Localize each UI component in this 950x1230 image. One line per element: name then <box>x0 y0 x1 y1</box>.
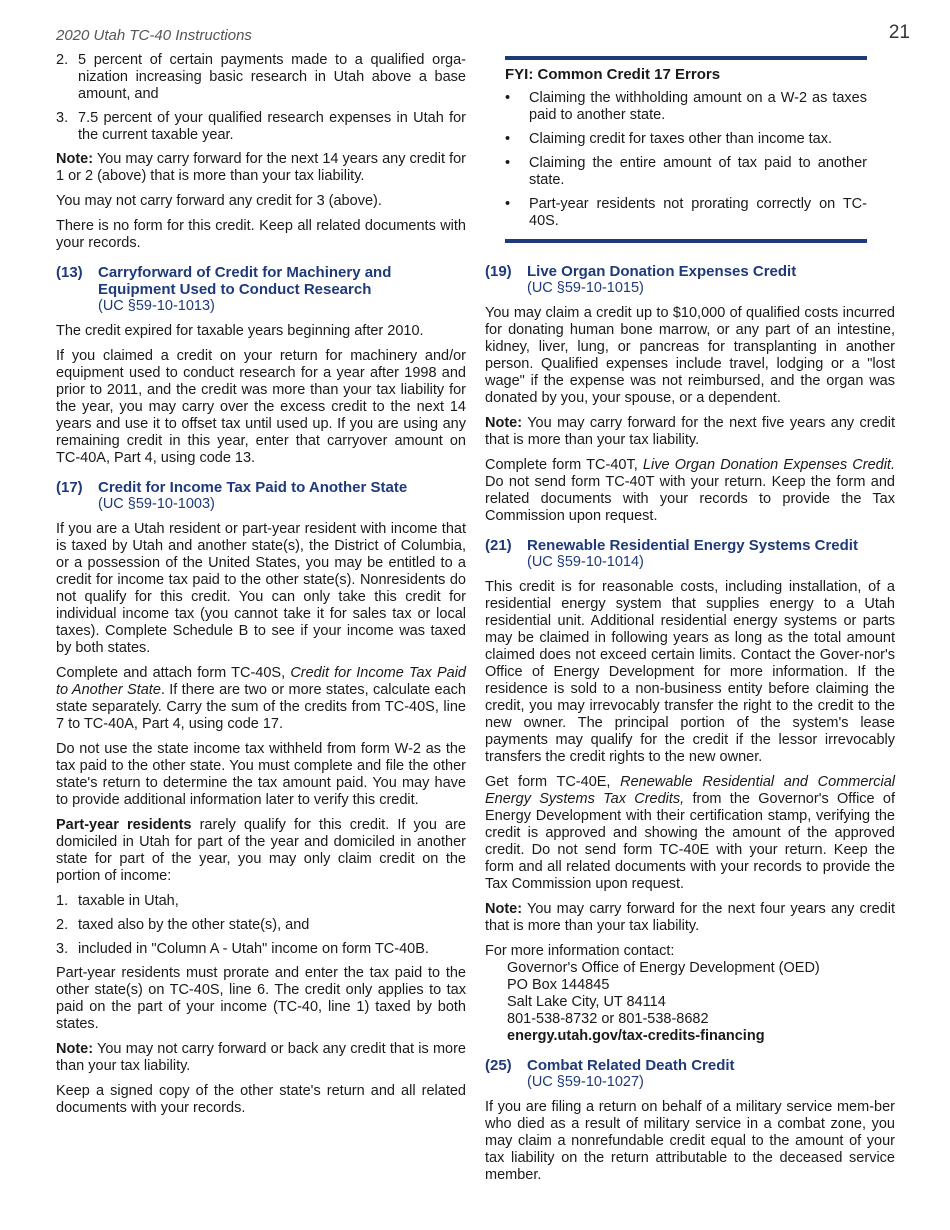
statute-citation: (UC §59-10-1003) <box>98 496 215 512</box>
list-item: 1. taxable in Utah, <box>56 893 179 909</box>
list-item: • Claiming the entire amount of tax paid to another state. <box>505 155 867 188</box>
section-heading-25: (25) Combat Related Death Credit (UC §59-10-1027) <box>485 1057 895 1091</box>
contact-website-link[interactable]: energy.utah.gov/tax-credits-financing <box>507 1028 765 1044</box>
paragraph: If you claimed a credit on your return for machinery and/or equipment used to conduct research for a year after 1998 and prior to 2011, and the credit was more than your tax liability for the year, you may carry over the excess credit to the next 14 years and use it to offset tax until used up. If you are using any remaining credit in this year, enter that carryover amount on TC-40A, Part 4, using code 13. <box>56 348 466 466</box>
statute-citation: (UC §59-10-1015) <box>527 280 644 296</box>
list-item: • Claiming the withholding amount on a W-2 as taxes paid to another state. <box>505 90 867 123</box>
contact-line: Governor's Office of Energy Development (OED) <box>507 960 820 976</box>
section-heading-17: (17) Credit for Income Tax Paid to Another State (UC §59-10-1003) <box>56 479 466 513</box>
income-portion-list <box>56 893 466 958</box>
note-paragraph: Note: You may not carry forward or back any credit that is more than your tax liability. <box>56 1041 466 1074</box>
list-item: • Claiming credit for taxes other than income tax. <box>505 131 833 147</box>
paragraph: The credit expired for taxable years beginning after 2010. <box>56 323 424 339</box>
note-paragraph: Note: You may carry forward for the next 14 years any credit for 1 or 2 (above) that is more than your tax liability. <box>56 151 466 184</box>
list-item: 2. taxed also by the other state(s), and <box>56 917 310 933</box>
statute-citation: (UC §59-10-1013) <box>98 298 215 314</box>
contact-line: 801-538-8732 or 801-538-8682 <box>507 1011 709 1027</box>
section-heading-13: (13) Carryforward of Credit for Machinery and Equipment Used to Conduct Research (UC §59-10-1013) <box>56 264 466 315</box>
bullet: • <box>505 196 511 212</box>
paragraph: You may claim a credit up to $10,000 of qualified costs incurred for donating human bone marrow, or any part of an intestine, kidney, liver, lung, or pancreas for transplanting in another person. Qualified expenses include travel, lodging or a "lost wage" if the expense was not reimbursed, and the organ was donated by you, your spouse, or a dependent. <box>485 305 895 406</box>
left-column <box>56 52 466 1125</box>
paragraph: Do not use the state income tax withheld from form W-2 as the tax paid to the other state. You must complete and file the other state's return to determine the tax amount paid. You may have to provide additional information later to verify this credit. <box>56 741 466 808</box>
page-number: 21 <box>888 22 910 43</box>
contact-intro: For more information contact: <box>485 943 675 959</box>
paragraph: Complete form TC-40T, Live Organ Donation Expenses Credit. Do not send form TC-40T with your return. Keep the form and related documents with your records to provide the Tax Commission upon request. <box>485 457 895 524</box>
paragraph: If you are filing a return on behalf of a military service mem-ber who died as a result of military service in a combat zone, you may claim a nonrefundable credit equal to the amount of your tax liability on the return attributable to the deceased service member. <box>485 1099 895 1183</box>
list-item: 3. 7.5 percent of your qualified research expenses in Utah for the current taxable year. <box>56 110 466 143</box>
paragraph: Get form TC-40E, Renewable Residential and Commercial Energy Systems Tax Credits, from the Governor's Office of Energy Development with their certification stamp, verifying the credit is approved and showing the amount of the approved credit. Do not send form TC-40E with your return. Keep the form and all related documents with your records to provide the Tax Commission upon request. <box>485 774 895 892</box>
list-item: 2. 5 percent of certain payments made to a qualified orga-nization increasing basic research in Utah above a base amount, and <box>56 52 466 102</box>
statute-citation: (UC §59-10-1014) <box>527 554 644 570</box>
section-heading-21: (21) Renewable Residential Energy Systems Credit (UC §59-10-1014) <box>485 537 895 571</box>
contact-line: Salt Lake City, UT 84114 <box>507 994 666 1010</box>
paragraph: If you are a Utah resident or part-year resident with income that is taxed by Utah and another state(s), the District of Columbia, or a possession of the United States, you may be entitled to a credit for income tax paid to the other state(s). Nonresidents do not qualify for this credit. You can only take this credit for individual income tax (you cannot take it for sales tax or local taxes). Complete Schedule B to see if your income was taxed by both states. <box>56 521 466 656</box>
note-paragraph: Note: You may carry forward for the next five years any credit that is more than your tax liability. <box>485 415 895 448</box>
section-heading-19: (19) Live Organ Donation Expenses Credit (UC §59-10-1015) <box>485 263 895 297</box>
paragraph: Part-year residents must prorate and enter the tax paid to the other state(s) on TC-40S, line 6. The credit only applies to tax paid on the part of your income (TC-40, line 1) taxed by both states. <box>56 965 466 1032</box>
list-item: 3. included in "Column A - Utah" income on form TC-40B. <box>56 941 429 957</box>
paragraph: There is no form for this credit. Keep all related documents with your records. <box>56 218 466 251</box>
page-header-title: 2020 Utah TC-40 Instructions <box>56 27 252 44</box>
paragraph: Part-year residents rarely qualify for this credit. If you are domiciled in Utah for part of the year and domiciled in another state for part of the year, you may only claim credit on the portion of income: <box>56 817 466 884</box>
fyi-box <box>505 56 867 243</box>
fyi-title: FYI: Common Credit 17 Errors <box>505 66 721 83</box>
paragraph: You may not carry forward any credit for 3 (above). <box>56 193 382 209</box>
statute-citation: (UC §59-10-1027) <box>527 1074 644 1090</box>
right-column <box>485 52 895 1192</box>
contact-line: PO Box 144845 <box>507 977 610 993</box>
bullet: • <box>505 155 511 171</box>
bullet: • <box>505 131 511 147</box>
note-paragraph: Note: You may carry forward for the next four years any credit that is more than your tax liability. <box>485 901 895 934</box>
paragraph: This credit is for reasonable costs, including installation, of a residential energy system that supplies energy to a Utah residential unit. Additional residential energy systems or parts may be claimed in following years as long as the total amount claimed does not exceed certain limits. Contact the Gover-nor's Office of Energy Development for more information. If the residence is sold to a non-business entity before claiming the credit, you may irrevocably transfer the right to the credit to the new owner. The principal portion of the system's lease payments may qualify for the credit if the lessor irrevocably transfers the credit rights to the new owner. <box>485 579 895 765</box>
list-item: • Part-year residents not prorating correctly on TC-40S. <box>505 196 867 229</box>
contact-block <box>485 943 895 1045</box>
research-credit-list <box>56 52 466 144</box>
bullet: • <box>505 90 511 106</box>
paragraph: Complete and attach form TC-40S, Credit for Income Tax Paid to Another State. If there are two or more states, calculate each state separately. Carry the sum of the credits from TC-40S, line 7 to TC-40A, Part 4, using code 17. <box>56 665 466 732</box>
paragraph: Keep a signed copy of the other state's return and all related documents with your records. <box>56 1083 466 1116</box>
